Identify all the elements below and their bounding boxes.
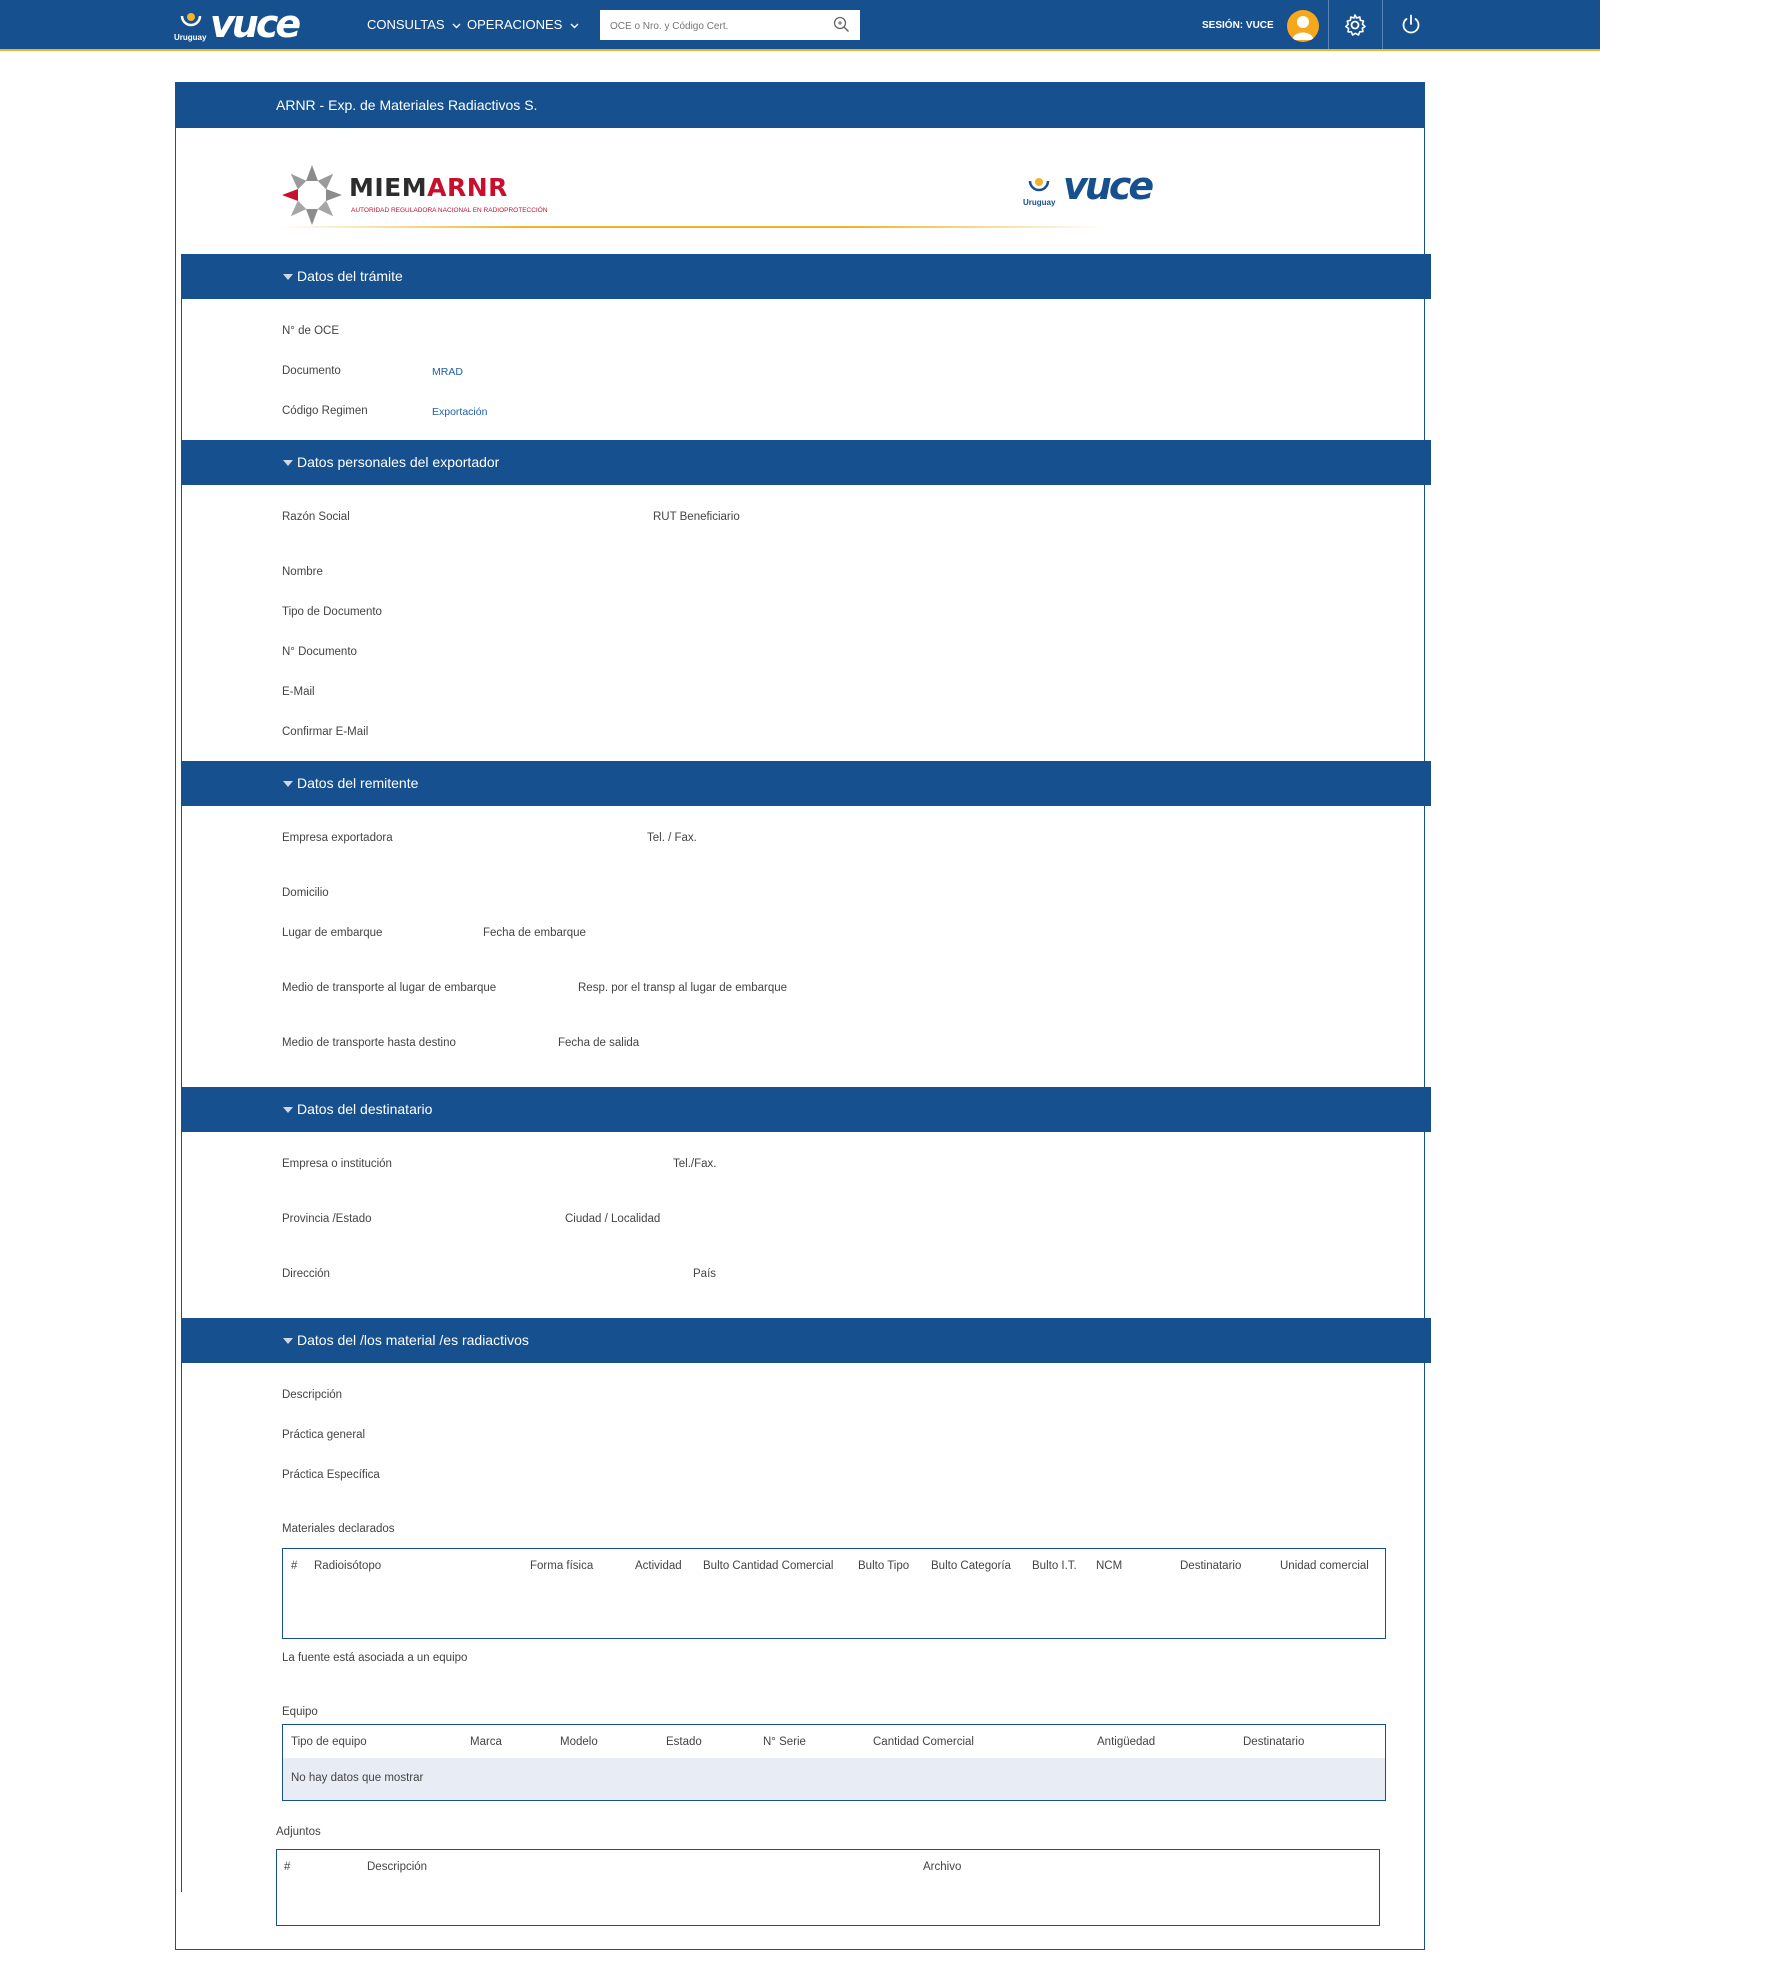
equipo-table [282, 1724, 1386, 1801]
adjuntos-label: Adjuntos [276, 1826, 321, 1838]
domicilio-label: Domicilio [282, 887, 329, 899]
column-header[interactable]: Cantidad Comercial [873, 1736, 974, 1748]
descripcion-label: Descripción [282, 1389, 343, 1401]
search-box [600, 10, 860, 40]
page-title: ARNR - Exp. de Materiales Radiactivos S. [276, 97, 538, 113]
column-header[interactable]: Actividad [635, 1560, 682, 1572]
column-header[interactable]: Archivo [923, 1861, 962, 1873]
nro-documento-label: N° Documento [282, 646, 357, 658]
vuce-logo[interactable] [172, 2, 322, 46]
fuente-equipo-label: La fuente está asociada a un equipo [282, 1652, 468, 1664]
section-header-material[interactable] [182, 1318, 1431, 1363]
fecha-salida-label: Fecha de salida [558, 1037, 640, 1049]
ciudad-label: Ciudad / Localidad [565, 1213, 661, 1225]
pais-label: País [693, 1268, 717, 1280]
caret-down-icon [283, 460, 293, 466]
section-title: Datos del /los material /es radiactivos [297, 1332, 529, 1348]
column-header[interactable]: Bulto I.T. [1032, 1560, 1077, 1572]
menu-consultas[interactable] [367, 17, 461, 32]
logo-text: vuce [210, 2, 299, 46]
empresa-institucion-label: Empresa o institución [282, 1158, 392, 1170]
column-header[interactable]: # [284, 1861, 291, 1873]
gear-icon[interactable] [1343, 13, 1367, 37]
column-header[interactable]: Forma física [530, 1560, 594, 1572]
column-header[interactable]: Descripción [367, 1861, 428, 1873]
column-header[interactable]: Destinatario [1180, 1560, 1242, 1572]
equipo-label: Equipo [282, 1706, 318, 1718]
user-icon [1287, 10, 1319, 42]
caret-down-icon [283, 781, 293, 787]
practica-general-label: Práctica general [282, 1429, 366, 1441]
star-emblem-icon [279, 163, 345, 227]
materiales-declarados-label: Materiales declarados [282, 1523, 395, 1535]
rut-label: RUT Beneficiario [653, 511, 740, 523]
medio-transporte-label: Medio de transporte al lugar de embarque [282, 982, 497, 994]
form-header [176, 83, 1424, 128]
column-header[interactable]: Radioisótopo [314, 1560, 382, 1572]
section-header-exportador[interactable] [182, 440, 1431, 485]
top-navigation-bar [0, 0, 1600, 51]
menu-consultas-label: CONSULTAS [367, 17, 445, 32]
sun-emblem-icon [1027, 172, 1051, 200]
section-title: Datos del destinatario [297, 1101, 433, 1117]
session-label: SESIÓN: VUCE [1202, 20, 1274, 31]
column-header[interactable]: N° Serie [763, 1736, 806, 1748]
miem-arnr-wordmark: MIEMARNR [349, 173, 508, 202]
logo-text: vuce [1063, 164, 1152, 208]
menu-operaciones[interactable] [467, 17, 579, 32]
tipo-documento-label: Tipo de Documento [282, 606, 382, 618]
section-header-tramite[interactable] [182, 254, 1431, 299]
form-container [175, 82, 1425, 1950]
menu-operaciones-label: OPERACIONES [467, 17, 563, 32]
column-header[interactable]: Estado [666, 1736, 702, 1748]
miem-arnr-subtitle: AUTORIDAD REGULADORA NACIONAL EN RADIOPROTECCIÓN [351, 207, 548, 214]
toolbar-divider [1328, 0, 1329, 49]
nombre-label: Nombre [282, 566, 323, 578]
documento-value: MRAD [432, 366, 463, 378]
vuce-content-logo [1021, 164, 1171, 218]
column-header[interactable]: Modelo [560, 1736, 598, 1748]
email-label: E-Mail [282, 686, 315, 698]
avatar[interactable] [1287, 10, 1319, 42]
empty-row [283, 1758, 1385, 1800]
tel-fax-label: Tel. / Fax. [647, 832, 697, 844]
caret-down-icon [283, 1338, 293, 1344]
logo-country-text: Uruguay [174, 33, 207, 42]
fecha-embarque-label: Fecha de embarque [483, 927, 586, 939]
lugar-embarque-label: Lugar de embarque [282, 927, 383, 939]
section-title: Datos personales del exportador [297, 454, 500, 470]
column-header[interactable]: Tipo de equipo [291, 1736, 367, 1748]
caret-down-icon [283, 274, 293, 280]
column-header[interactable]: Marca [470, 1736, 502, 1748]
practica-especifica-label: Práctica Específica [282, 1469, 380, 1481]
search-input[interactable] [608, 16, 822, 36]
search-icon[interactable] [833, 16, 850, 33]
codigo-regimen-value: Exportación [432, 406, 488, 418]
direccion-label: Dirección [282, 1268, 330, 1280]
confirm-email-label: Confirmar E-Mail [282, 726, 369, 738]
provincia-label: Provincia /Estado [282, 1213, 372, 1225]
caret-down-icon [283, 1107, 293, 1113]
section-title: Datos del remitente [297, 775, 419, 791]
section-left-border [181, 254, 182, 1892]
column-header[interactable]: Destinatario [1243, 1736, 1305, 1748]
miem-arnr-logo [279, 161, 579, 229]
sun-emblem-icon [180, 8, 202, 34]
resp-transporte-label: Resp. por el transp al lugar de embarque [578, 982, 788, 994]
column-header[interactable]: Bulto Cantidad Comercial [703, 1560, 834, 1572]
chevron-down-icon [452, 23, 461, 29]
adjuntos-table [276, 1849, 1380, 1926]
oce-label: N° de OCE [282, 325, 340, 337]
column-header[interactable]: Bulto Categoría [931, 1560, 1011, 1572]
column-header[interactable]: Bulto Tipo [858, 1560, 910, 1572]
razon-social-label: Razón Social [282, 511, 350, 523]
medio-destino-label: Medio de transporte hasta destino [282, 1037, 456, 1049]
column-header[interactable]: # [291, 1560, 298, 1572]
toolbar-divider [1382, 0, 1383, 49]
tel-fax-label: Tel./Fax. [673, 1158, 717, 1170]
documento-label: Documento [282, 365, 341, 377]
section-title: Datos del trámite [297, 268, 403, 284]
logo-divider [276, 226, 1106, 228]
empresa-exportadora-label: Empresa exportadora [282, 832, 393, 844]
section-header-remitente[interactable] [182, 761, 1431, 806]
power-icon[interactable] [1400, 13, 1422, 37]
column-header[interactable]: NCM [1096, 1560, 1123, 1572]
materiales-table [282, 1548, 1386, 1639]
codigo-regimen-label: Código Regimen [282, 405, 368, 417]
chevron-down-icon [570, 23, 579, 29]
column-header[interactable]: Antigüedad [1097, 1736, 1156, 1748]
section-header-destinatario[interactable] [182, 1087, 1431, 1132]
empty-message: No hay datos que mostrar [291, 1772, 424, 1784]
logo-country-text: Uruguay [1023, 198, 1056, 207]
column-header[interactable]: Unidad comercial [1280, 1560, 1369, 1572]
